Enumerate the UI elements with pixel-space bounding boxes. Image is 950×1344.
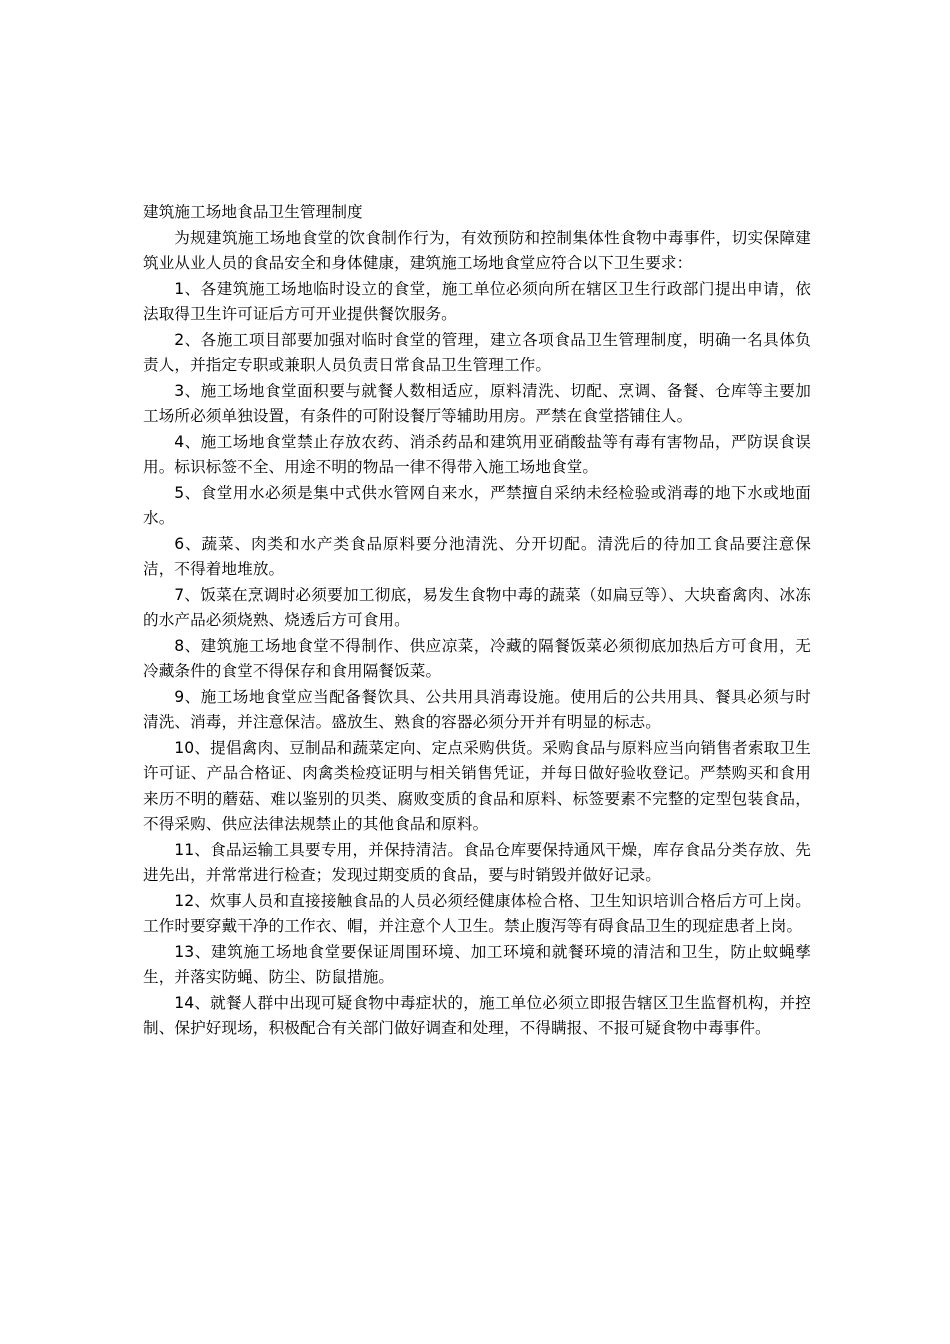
document-title: 建筑施工场地食品卫生管理制度	[143, 203, 363, 221]
rule-item-7: 7、饭菜在烹调时必须要加工彻底，易发生食物中毒的蔬菜（如扁豆等）、大块畜禽肉、冰冻的水产品必须烧熟、烧透后方可食用。	[143, 585, 811, 629]
rule-item-1: 1、各建筑施工场地临时设立的食堂，施工单位必须向所在辖区卫生行政部门提出申请，依法取得卫生许可证后方可开业提供餐饮服务。	[143, 279, 811, 323]
rule-item-4: 4、施工场地食堂禁止存放农药、消杀药品和建筑用亚硝酸盐等有毒有害物品，严防误食误用。标识标签不全、用途不明的物品一律不得带入施工场地食堂。	[143, 432, 811, 476]
rule-item-10: 10、提倡禽肉、豆制品和蔬菜定向、定点采购供货。采购食品与原料应当向销售者索取卫生许可证、产品合格证、肉禽类检疫证明与相关销售凭证，并每日做好验收登记。严禁购买和食用来历不明的蘑菇、难以鉴别的贝类、腐败变质的食品和原料、标签要素不完整的定型包装食品，不得采购、供应法律法规禁止的其他食品和原料。	[143, 738, 811, 833]
rule-item-13: 13、建筑施工场地食堂要保证周围环境、加工环境和就餐环境的清洁和卫生，防止蚊蝇孳生，并落实防蝇、防尘、防鼠措施。	[143, 942, 811, 986]
intro-paragraph: 为规建筑施工场地食堂的饮食制作行为，有效预防和控制集体性食物中毒事件，切实保障建筑业从业人员的食品安全和身体健康，建筑施工场地食堂应符合以下卫生要求：	[143, 228, 811, 272]
rule-item-2: 2、各施工项目部要加强对临时食堂的管理，建立各项食品卫生管理制度，明确一名具体负责人，并指定专职或兼职人员负责日常食品卫生管理工作。	[143, 330, 811, 374]
rule-item-8: 8、建筑施工场地食堂不得制作、供应凉菜，冷藏的隔餐饭菜必须彻底加热后方可食用，无冷藏条件的食堂不得保存和食用隔餐饭菜。	[143, 636, 811, 680]
rule-item-3: 3、施工场地食堂面积要与就餐人数相适应，原料清洗、切配、烹调、备餐、仓库等主要加工场所必须单独设置，有条件的可附设餐厅等辅助用房。严禁在食堂搭铺住人。	[143, 381, 811, 425]
rule-item-9: 9、施工场地食堂应当配备餐饮具、公共用具消毒设施。使用后的公共用具、餐具必须与时清洗、消毒，并注意保洁。盛放生、熟食的容器必须分开并有明显的标志。	[143, 687, 811, 731]
document-body	[143, 200, 811, 1042]
rule-item-6: 6、蔬菜、肉类和水产类食品原料要分池清洗、分开切配。清洗后的待加工食品要注意保洁，不得着地堆放。	[143, 534, 811, 578]
rule-item-5: 5、食堂用水必须是集中式供水管网自来水，严禁擅自采纳未经检验或消毒的地下水或地面水。	[143, 483, 811, 527]
rule-item-14: 14、就餐人群中出现可疑食物中毒症状的，施工单位必须立即报告辖区卫生监督机构，并控制、保护好现场，积极配合有关部门做好调查和处理，不得瞒报、不报可疑食物中毒事件。	[143, 993, 811, 1037]
rule-item-11: 11、食品运输工具要专用，并保持清洁。食品仓库要保持通风干燥，库存食品分类存放、先进先出，并常常进行检查；发现过期变质的食品，要与时销毁并做好记录。	[143, 840, 811, 884]
rule-item-12: 12、炊事人员和直接接触食品的人员必须经健康体检合格、卫生知识培训合格后方可上岗。工作时要穿戴干净的工作衣、帽，并注意个人卫生。禁止腹泻等有碍食品卫生的现症患者上岗。	[143, 891, 811, 935]
